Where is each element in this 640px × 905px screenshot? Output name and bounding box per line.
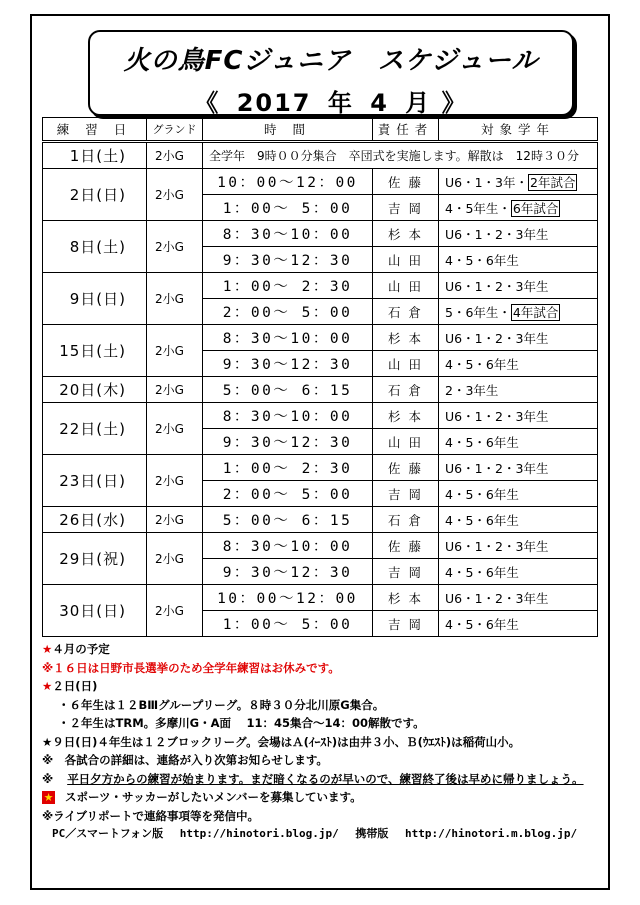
star-icon: ★ bbox=[42, 642, 53, 656]
table-row bbox=[43, 585, 598, 611]
row-date: 29日(祝) bbox=[43, 533, 147, 585]
slot-person: 山田 bbox=[373, 273, 439, 299]
slot-time: 10：00～12：00 bbox=[203, 585, 373, 611]
month-title bbox=[90, 83, 572, 118]
slot-person: 吉岡 bbox=[373, 481, 439, 507]
row-ground: 2小G bbox=[147, 221, 203, 273]
row-ground: 2小G bbox=[147, 169, 203, 221]
pc-label: PC／スマートフォン版 bbox=[52, 827, 164, 840]
row-ground: 2小G bbox=[147, 403, 203, 455]
title-year: 2017 bbox=[236, 89, 312, 117]
slot-person: 吉岡 bbox=[373, 611, 439, 637]
slot-target: U6・1・2・3年生 bbox=[439, 273, 598, 299]
slot-target: U6・1・2・3年生 bbox=[439, 221, 598, 247]
page-title: 火の鳥FCジュニア スケジュール bbox=[123, 46, 539, 76]
table-row bbox=[43, 142, 598, 169]
slot-person: 吉岡 bbox=[373, 195, 439, 221]
slot-person: 佐藤 bbox=[373, 455, 439, 481]
pc-url-link[interactable]: http://hinotori.blog.jp/ bbox=[179, 827, 339, 840]
slot-person: 杉本 bbox=[373, 325, 439, 351]
slot-target: U6・1・2・3年生 bbox=[439, 403, 598, 429]
title-month-unit: 月 bbox=[405, 89, 432, 117]
note-recruit bbox=[42, 788, 597, 807]
row-date: 9日(日) bbox=[43, 273, 147, 325]
table-row bbox=[43, 273, 598, 299]
slot-target: U6・1・2・3年生 bbox=[439, 455, 598, 481]
star-icon: ★ bbox=[42, 679, 53, 693]
slot-target-text: U6・1・3年・ bbox=[445, 174, 529, 190]
slot-target-text: 5・6年生・ bbox=[445, 304, 511, 320]
row-date: 23日(日) bbox=[43, 455, 147, 507]
header-ground: グランド bbox=[147, 118, 203, 142]
note-details: ※ 各試合の詳細は、連絡が入り次第お知らせします。 bbox=[42, 753, 328, 767]
slot-target: 4・5・6年生 bbox=[439, 559, 598, 585]
slot-time: 1：00～ 2：30 bbox=[203, 273, 373, 299]
row-ground: 2小G bbox=[147, 455, 203, 507]
row-date: 15日(土) bbox=[43, 325, 147, 377]
note-evening bbox=[42, 770, 597, 789]
slot-time: 1：00～ 5：00 bbox=[203, 611, 373, 637]
slot-target: 4・5・6年生 bbox=[439, 507, 598, 533]
slot-person: 石倉 bbox=[373, 377, 439, 403]
row-date: 1日(土) bbox=[43, 142, 147, 169]
note-plan bbox=[42, 640, 597, 659]
slot-time: 1：00～ 2：30 bbox=[203, 455, 373, 481]
slot-time: 9：30～12：30 bbox=[203, 559, 373, 585]
table-row bbox=[43, 169, 598, 195]
table-row bbox=[43, 377, 598, 403]
slot-time: 8：30～10：00 bbox=[203, 221, 373, 247]
row-ground: 2小G bbox=[147, 325, 203, 377]
slot-target: 4・5・6年生 bbox=[439, 351, 598, 377]
row-date: 20日(木) bbox=[43, 377, 147, 403]
slot-time: 9：30～12：30 bbox=[203, 429, 373, 455]
slot-target bbox=[439, 169, 598, 195]
mobile-url-link[interactable]: http://hinotori.m.blog.jp/ bbox=[404, 827, 578, 840]
slot-person: 佐藤 bbox=[373, 533, 439, 559]
title-year-unit: 年 bbox=[327, 89, 354, 117]
note-evening-mark: ※ bbox=[42, 771, 54, 786]
slot-target bbox=[439, 195, 598, 221]
slot-target: U6・1・2・3年生 bbox=[439, 325, 598, 351]
note-apr2-header-text: ２日(日) bbox=[52, 679, 98, 693]
notes-section bbox=[42, 640, 597, 844]
slot-time: 5：00～ 6：15 bbox=[203, 507, 373, 533]
table-row bbox=[43, 325, 598, 351]
mobile-label: 携帯版 bbox=[355, 827, 389, 840]
table-row bbox=[43, 221, 598, 247]
row-ground: 2小G bbox=[147, 377, 203, 403]
slot-target-text: 4・5年生・ bbox=[445, 200, 511, 216]
slot-target bbox=[439, 299, 598, 325]
row-ground: 2小G bbox=[147, 507, 203, 533]
table-row bbox=[43, 455, 598, 481]
match-badge: 6年試合 bbox=[512, 200, 559, 216]
note-apr2-header bbox=[42, 677, 597, 696]
slot-person: 山田 bbox=[373, 351, 439, 377]
slot-time: 5：00～ 6：15 bbox=[203, 377, 373, 403]
note-recruit-text: スポーツ・サッカーがしたいメンバーを募集しています。 bbox=[65, 790, 362, 804]
slot-target: U6・1・2・3年生 bbox=[439, 533, 598, 559]
title-month: 4 bbox=[370, 89, 389, 117]
star-badge-icon: ★ bbox=[43, 791, 54, 804]
header-date: 練 習 日 bbox=[43, 118, 147, 142]
slot-time: 9：30～12：30 bbox=[203, 351, 373, 377]
note-plan-text: ４月の予定 bbox=[52, 642, 110, 656]
row-date: 30日(日) bbox=[43, 585, 147, 637]
title-open-bracket: 《 bbox=[194, 89, 221, 117]
title-close-bracket: 》 bbox=[441, 89, 468, 117]
header-time: 時 間 bbox=[203, 118, 373, 142]
slot-time: 8：30～10：00 bbox=[203, 533, 373, 559]
note-evening-text: 平日夕方からの練習が始まります。まだ暗くなるのが早いので、練習終了後は早めに帰りましょう。 bbox=[67, 771, 584, 786]
note-live: ※ライブリポートで連絡事項等を発信中。 bbox=[42, 808, 260, 823]
match-badge: 2年試合 bbox=[530, 174, 576, 190]
slot-time: 8：30～10：00 bbox=[203, 403, 373, 429]
slot-target: 4・5・6年生 bbox=[439, 481, 598, 507]
slot-time: 2：00～ 5：00 bbox=[203, 299, 373, 325]
slot-target: 4・5・6年生 bbox=[439, 247, 598, 273]
slot-person: 山田 bbox=[373, 247, 439, 273]
slot-person: 杉本 bbox=[373, 585, 439, 611]
header-target: 対象学年 bbox=[439, 118, 598, 142]
table-row bbox=[43, 403, 598, 429]
slot-person: 吉岡 bbox=[373, 559, 439, 585]
table-row bbox=[43, 533, 598, 559]
note-apr2-line1: ・６年生は１２BⅢグループリーグ。８時３０分北川原G集合。 bbox=[58, 697, 385, 712]
title-box bbox=[88, 30, 574, 116]
row-ground: 2小G bbox=[147, 273, 203, 325]
slot-target: U6・1・2・3年生 bbox=[439, 585, 598, 611]
slot-time: 8：30～10：00 bbox=[203, 325, 373, 351]
row-date: 2日(日) bbox=[43, 169, 147, 221]
slot-time: 10：00～12：00 bbox=[203, 169, 373, 195]
slot-person: 杉本 bbox=[373, 221, 439, 247]
row-date: 22日(土) bbox=[43, 403, 147, 455]
slot-time: 1：00～ 5：00 bbox=[203, 195, 373, 221]
slot-target: 4・5・6年生 bbox=[439, 429, 598, 455]
row-ground: 2小G bbox=[147, 533, 203, 585]
note-red-notice: ※１６日は日野市長選挙のため全学年練習はお休みです。 bbox=[42, 660, 340, 675]
note-urls bbox=[42, 825, 597, 844]
row-date: 26日(水) bbox=[43, 507, 147, 533]
slot-person: 杉本 bbox=[373, 403, 439, 429]
note-apr9: ★９日(日)４年生は１２ブロックリーグ。会場はＡ(ｲｰｽﾄ)は由井３小、Ｂ(ｳｴｽﾄ)は稲荷山小。 bbox=[42, 734, 521, 749]
match-badge: 4年試合 bbox=[512, 304, 559, 320]
row-date: 8日(土) bbox=[43, 221, 147, 273]
row-ground: 2小G bbox=[147, 142, 203, 169]
schedule-table bbox=[42, 117, 598, 637]
header-person: 責任者 bbox=[373, 118, 439, 142]
schedule-header-row bbox=[43, 118, 598, 142]
note-apr2-line2: ・２年生はTRM。多摩川G・A面 11：45集合～14：00解散です。 bbox=[58, 716, 425, 730]
slot-person: 佐藤 bbox=[373, 169, 439, 195]
slot-time: 9：30～12：30 bbox=[203, 247, 373, 273]
slot-time: 2：00～ 5：00 bbox=[203, 481, 373, 507]
table-row bbox=[43, 507, 598, 533]
slot-person: 山田 bbox=[373, 429, 439, 455]
row-ground: 2小G bbox=[147, 585, 203, 637]
row-note: 全学年 9時００分集合 卒団式を実施します。解散は 12時３０分 bbox=[203, 142, 598, 169]
slot-target: 4・5・6年生 bbox=[439, 611, 598, 637]
slot-person: 石倉 bbox=[373, 299, 439, 325]
slot-target: 2・3年生 bbox=[439, 377, 598, 403]
slot-person: 石倉 bbox=[373, 507, 439, 533]
